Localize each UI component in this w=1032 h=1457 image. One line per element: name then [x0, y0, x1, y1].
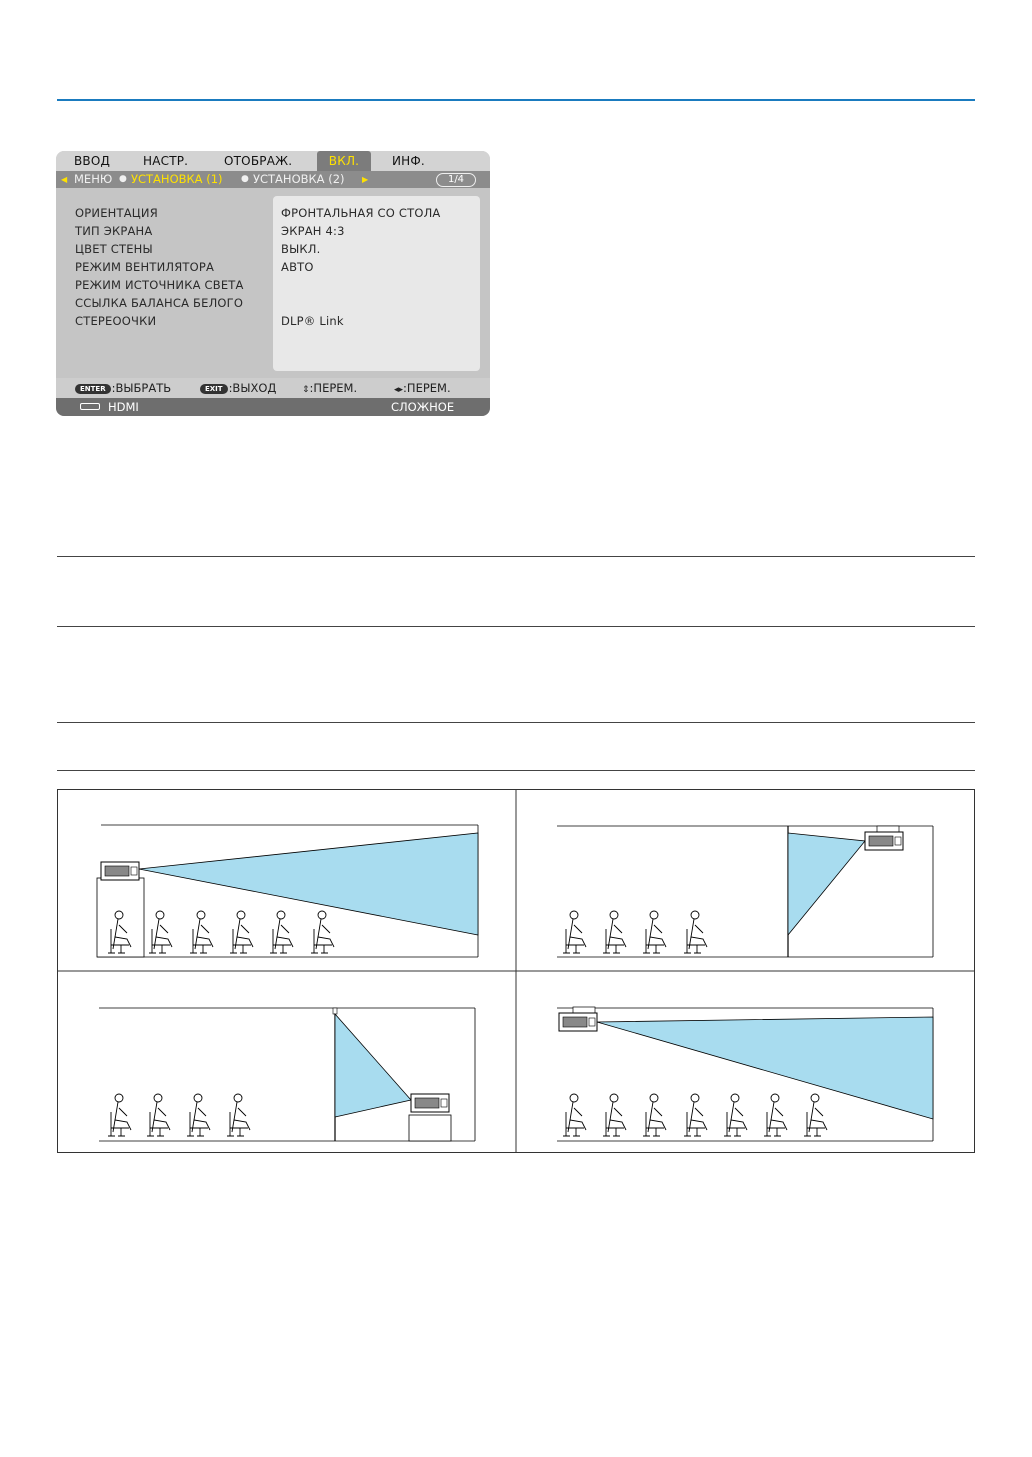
item-value-orientation[interactable]: ФРОНТАЛЬНАЯ СО СТОЛА: [281, 206, 441, 220]
updown-arrows-icon: ⇕: [302, 385, 310, 395]
help-exit: [200, 378, 276, 398]
item-label-wall-color[interactable]: ЦВЕТ СТЕНЫ: [75, 242, 153, 256]
source-label: HDMI: [108, 400, 139, 414]
header-rule: [57, 99, 975, 101]
value-panel: [273, 196, 480, 371]
breadcrumb-setup-2[interactable]: УСТАНОВКА (2): [253, 172, 345, 186]
front-desk-panel: [97, 825, 478, 957]
rear-ceiling-panel: [557, 826, 933, 957]
item-label-screen-type[interactable]: ТИП ЭКРАНА: [75, 224, 153, 238]
item-label-white-balance[interactable]: ССЫЛКА БАЛАНСА БЕЛОГО: [75, 296, 244, 310]
audience-icon: [108, 1094, 131, 1136]
bullet-icon: ●: [119, 174, 127, 184]
projector-icon: [865, 832, 903, 850]
tab-input[interactable]: ВВОД: [74, 154, 111, 168]
hdmi-icon: [80, 403, 100, 410]
breadcrumb: [56, 171, 490, 188]
projector-icon: [411, 1094, 449, 1112]
divider: [57, 770, 975, 771]
diagram-svg: [57, 789, 975, 1153]
item-label-light-mode[interactable]: РЕЖИМ ИСТОЧНИКА СВЕТА: [75, 278, 244, 292]
mode-label: СЛОЖНОЕ: [391, 400, 455, 414]
help-exit-text: :ВЫХОД: [228, 381, 277, 395]
help-bar: [56, 378, 490, 398]
leftright-arrows-icon: ◂▸: [394, 385, 404, 395]
help-updown: [302, 378, 357, 398]
projector-icon: [559, 1013, 597, 1031]
orientation-diagrams: [57, 789, 975, 1153]
help-leftright-text: :ПЕРЕМ.: [403, 381, 451, 395]
status-bar: [56, 398, 490, 416]
menu-body: [56, 188, 490, 378]
tab-display[interactable]: ОТОБРАЖ.: [224, 154, 293, 168]
item-value-screen-type[interactable]: ЭКРАН 4:3: [281, 224, 345, 238]
bullet-icon: ●: [241, 174, 249, 184]
menu-tabs: [56, 151, 490, 171]
divider: [57, 722, 975, 723]
help-enter-text: :ВЫБРАТЬ: [111, 381, 172, 395]
rear-desk-panel: [99, 1008, 475, 1141]
osd-menu: [56, 151, 490, 416]
item-label-fan-mode[interactable]: РЕЖИМ ВЕНТИЛЯТОРА: [75, 260, 215, 274]
right-arrow-icon[interactable]: ▶: [362, 175, 369, 184]
divider: [57, 556, 975, 557]
breadcrumb-menu[interactable]: МЕНЮ: [74, 172, 113, 186]
enter-key-icon: ENTER: [75, 384, 111, 394]
tab-adjust[interactable]: НАСТР.: [143, 154, 189, 168]
projector-icon: [101, 862, 139, 880]
item-value-3d-glasses[interactable]: DLP® Link: [281, 314, 344, 328]
item-value-fan-mode[interactable]: АВТО: [281, 260, 314, 274]
help-updown-text: :ПЕРЕМ.: [309, 381, 358, 395]
exit-key-icon: EXIT: [200, 384, 228, 394]
item-label-3d-glasses[interactable]: СТЕРЕООЧКИ: [75, 314, 157, 328]
audience-icon: [563, 1094, 586, 1136]
front-ceiling-panel: [557, 1007, 933, 1141]
help-leftright: [394, 378, 451, 398]
item-value-wall-color[interactable]: ВЫКЛ.: [281, 242, 321, 256]
tab-setup[interactable]: ВКЛ.: [317, 151, 371, 171]
page-indicator: 1/4: [436, 173, 476, 187]
breadcrumb-setup-1[interactable]: УСТАНОВКА (1): [131, 172, 223, 186]
tab-info[interactable]: ИНФ.: [392, 154, 425, 168]
left-arrow-icon[interactable]: ◀: [61, 175, 68, 184]
help-enter: [75, 378, 171, 398]
item-label-orientation[interactable]: ОРИЕНТАЦИЯ: [75, 206, 158, 220]
divider: [57, 626, 975, 627]
audience-icon: [563, 911, 586, 953]
